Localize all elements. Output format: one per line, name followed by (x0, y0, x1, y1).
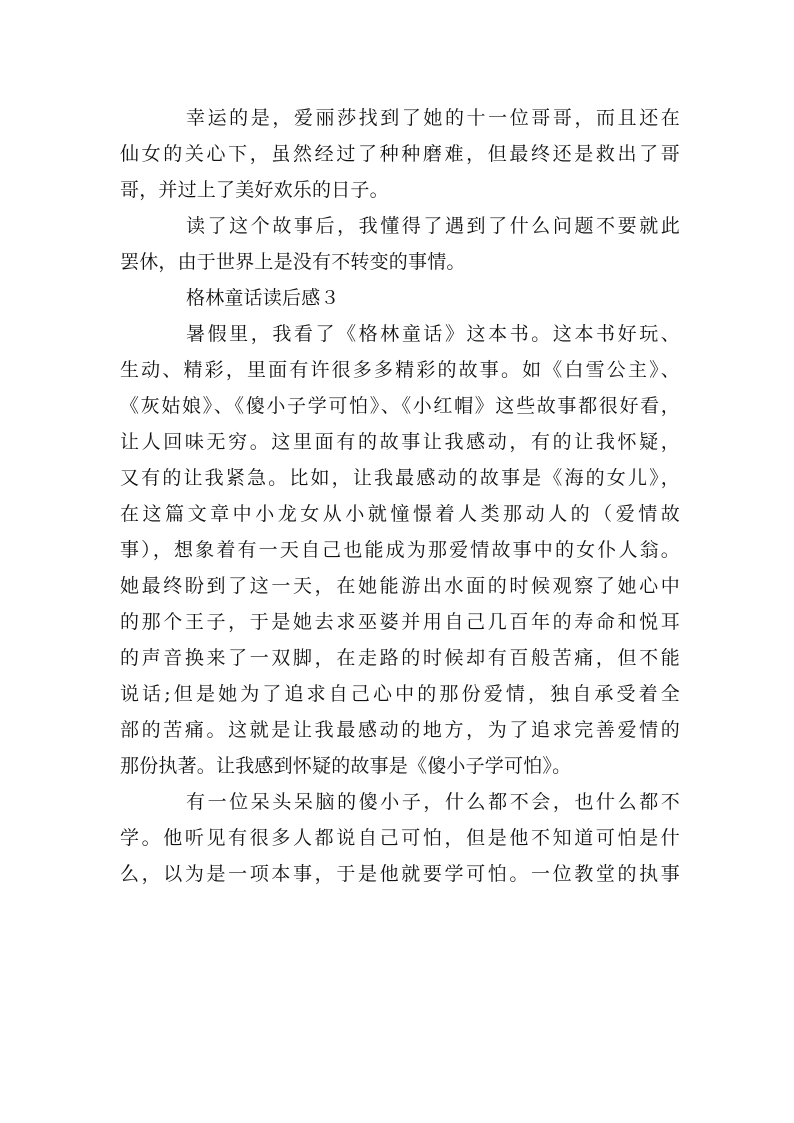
paragraph-line: 说话;但是她为了追求自己心中的那份爱情，独自承受着全 (120, 683, 680, 705)
paragraph-line: 在这篇文章中小龙女从小就憧憬着人类那动人的（爱情故 (120, 503, 680, 525)
paragraph-line: 读了这个故事后，我懂得了遇到了什么问题不要就此 (186, 215, 680, 237)
paragraph-line: 幸运的是，爱丽莎找到了她的十一位哥哥，而且还在 (186, 107, 680, 129)
paragraph-line: 罢休，由于世界上是没有不转变的事情。 (120, 251, 466, 273)
paragraph-line: 那份执著。让我感到怀疑的故事是《傻小子学可怕》。 (120, 755, 572, 777)
paragraph-line: 生动、精彩，里面有许很多多精彩的故事。如《白雪公主》、 (120, 359, 680, 381)
paragraph-line: 事），想象着有一天自己也能成为那爱情故事中的女仆人翁。 (120, 539, 680, 561)
paragraph-line: 学。他听见有很多人都说自己可怕，但是他不知道可怕是什 (120, 827, 680, 849)
paragraph-line: 暑假里，我看了《格林童话》这本书。这本书好玩、 (186, 323, 680, 345)
paragraph-line: 么，以为是一项本事，于是他就要学可怕。一位教堂的执事 (120, 863, 680, 885)
paragraph-line: 《灰姑娘》、《傻小子学可怕》、《小红帽》这些故事都很好看， (120, 395, 680, 417)
paragraph-line: 哥，并过上了美好欢乐的日子。 (120, 179, 389, 201)
paragraph-line: 仙女的关心下，虽然经过了种种磨难，但最终还是救出了哥 (120, 143, 680, 165)
paragraph-line: 她最终盼到了这一天，在她能游出水面的时候观察了她心中 (120, 575, 680, 597)
document-body (120, 100, 680, 892)
paragraph-line: 有一位呆头呆脑的傻小子，什么都不会，也什么都不 (186, 791, 680, 813)
paragraph-line: 部的苦痛。这就是让我最感动的地方，为了追求完善爱情的 (120, 719, 680, 741)
paragraph-line: 的那个王子，于是她去求巫婆并用自己几百年的寿命和悦耳 (120, 611, 680, 633)
paragraph-line: 又有的让我紧急。比如，让我最感动的故事是《海的女儿》， (120, 467, 680, 489)
paragraph-line: 的声音换来了一双脚，在走路的时候却有百般苦痛，但不能 (120, 647, 680, 669)
paragraph-line: 让人回味无穷。这里面有的故事让我感动，有的让我怀疑， (120, 431, 680, 453)
section-heading: 格林童话读后感３ (186, 287, 340, 309)
